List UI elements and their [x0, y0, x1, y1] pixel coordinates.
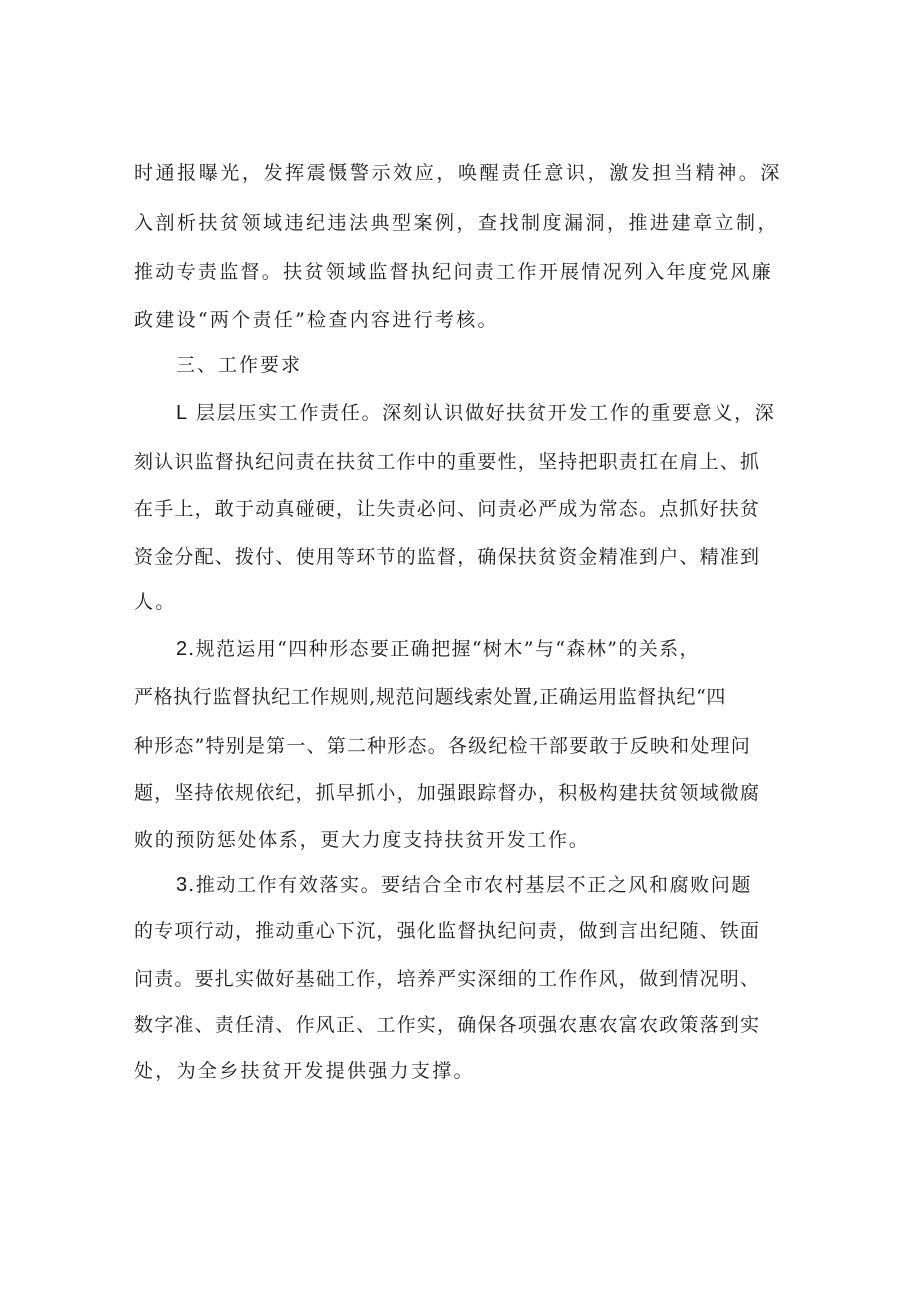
paragraph-line: .规范运用“四种形态要正确把握“树木”与“森林”的关系，	[188, 638, 700, 660]
list-item-2-first-line	[176, 636, 700, 662]
paragraph-line: 时通报曝光，发挥震慑警示效应，唤醒责任意识，激发担当精神。深	[134, 162, 783, 184]
paragraph-line: 题，坚持依规依纪，抓早抓小，加强跟踪督办，积极构建扶贫领域微腐	[134, 782, 761, 804]
list-marker: 2	[176, 638, 189, 660]
list-marker: L	[176, 402, 189, 424]
paragraph-line: 刻认识监督执纪问责在扶贫工作中的重要性，坚持把职责扛在肩上、抓	[134, 451, 761, 473]
paragraph-line: .推动工作有效落实。要结合全市农村基层不正之风和腐败问题	[188, 874, 752, 896]
list-marker: 3	[176, 874, 189, 896]
paragraph-line: 严格执行监督执纪工作规则,规范问题线索处置,正确运用监督执纪“四	[134, 686, 726, 708]
paragraph-line: 在手上，敢于动真碰硬，让失责必问、问责必严成为常态。点抓好扶贫	[134, 498, 761, 520]
paragraph-line: 处，为全乡扶贫开发提供强力支撑。	[134, 1060, 475, 1082]
paragraph-line: 数字准、责任清、作风正、工作实，确保各项强农惠农富农政策落到实	[134, 1014, 761, 1036]
paragraph-line: 入剖析扶贫领域违纪违法典型案例，查找制度漏洞，推进建章立制，	[134, 212, 780, 234]
paragraph-line: 层层压实工作责任。深刻认识做好扶贫开发工作的重要意义，深	[195, 402, 776, 424]
paragraph-line: 人。	[134, 591, 177, 613]
list-item-1-first-line	[176, 400, 775, 426]
paragraph-line: 政建设“两个责任”检查内容进行考核。	[134, 309, 499, 331]
list-item-3-first-line	[176, 872, 752, 898]
paragraph-line: 问责。要扎实做好基础工作，培养严实深细的工作作风，做到情况明、	[134, 968, 761, 990]
paragraph-line: 资金分配、拨付、使用等环节的监督，确保扶贫资金精准到户、精准到	[134, 546, 761, 568]
paragraph-line: 种形态”特别是第一、第二种形态。各级纪检干部要敢于反映和处理问	[134, 735, 751, 757]
paragraph-line: 推动专责监督。扶贫领域监督执纪问责工作开展情况列入年度党风廉	[134, 261, 774, 283]
paragraph-line: 败的预防惩处体系，更大力度支持扶贫开发工作。	[134, 829, 590, 851]
paragraph-line: 的专项行动，推动重心下沉，强化监督执纪问责，做到言出纪随、铁面	[134, 920, 761, 942]
section-heading: 三、工作要求	[176, 354, 303, 376]
